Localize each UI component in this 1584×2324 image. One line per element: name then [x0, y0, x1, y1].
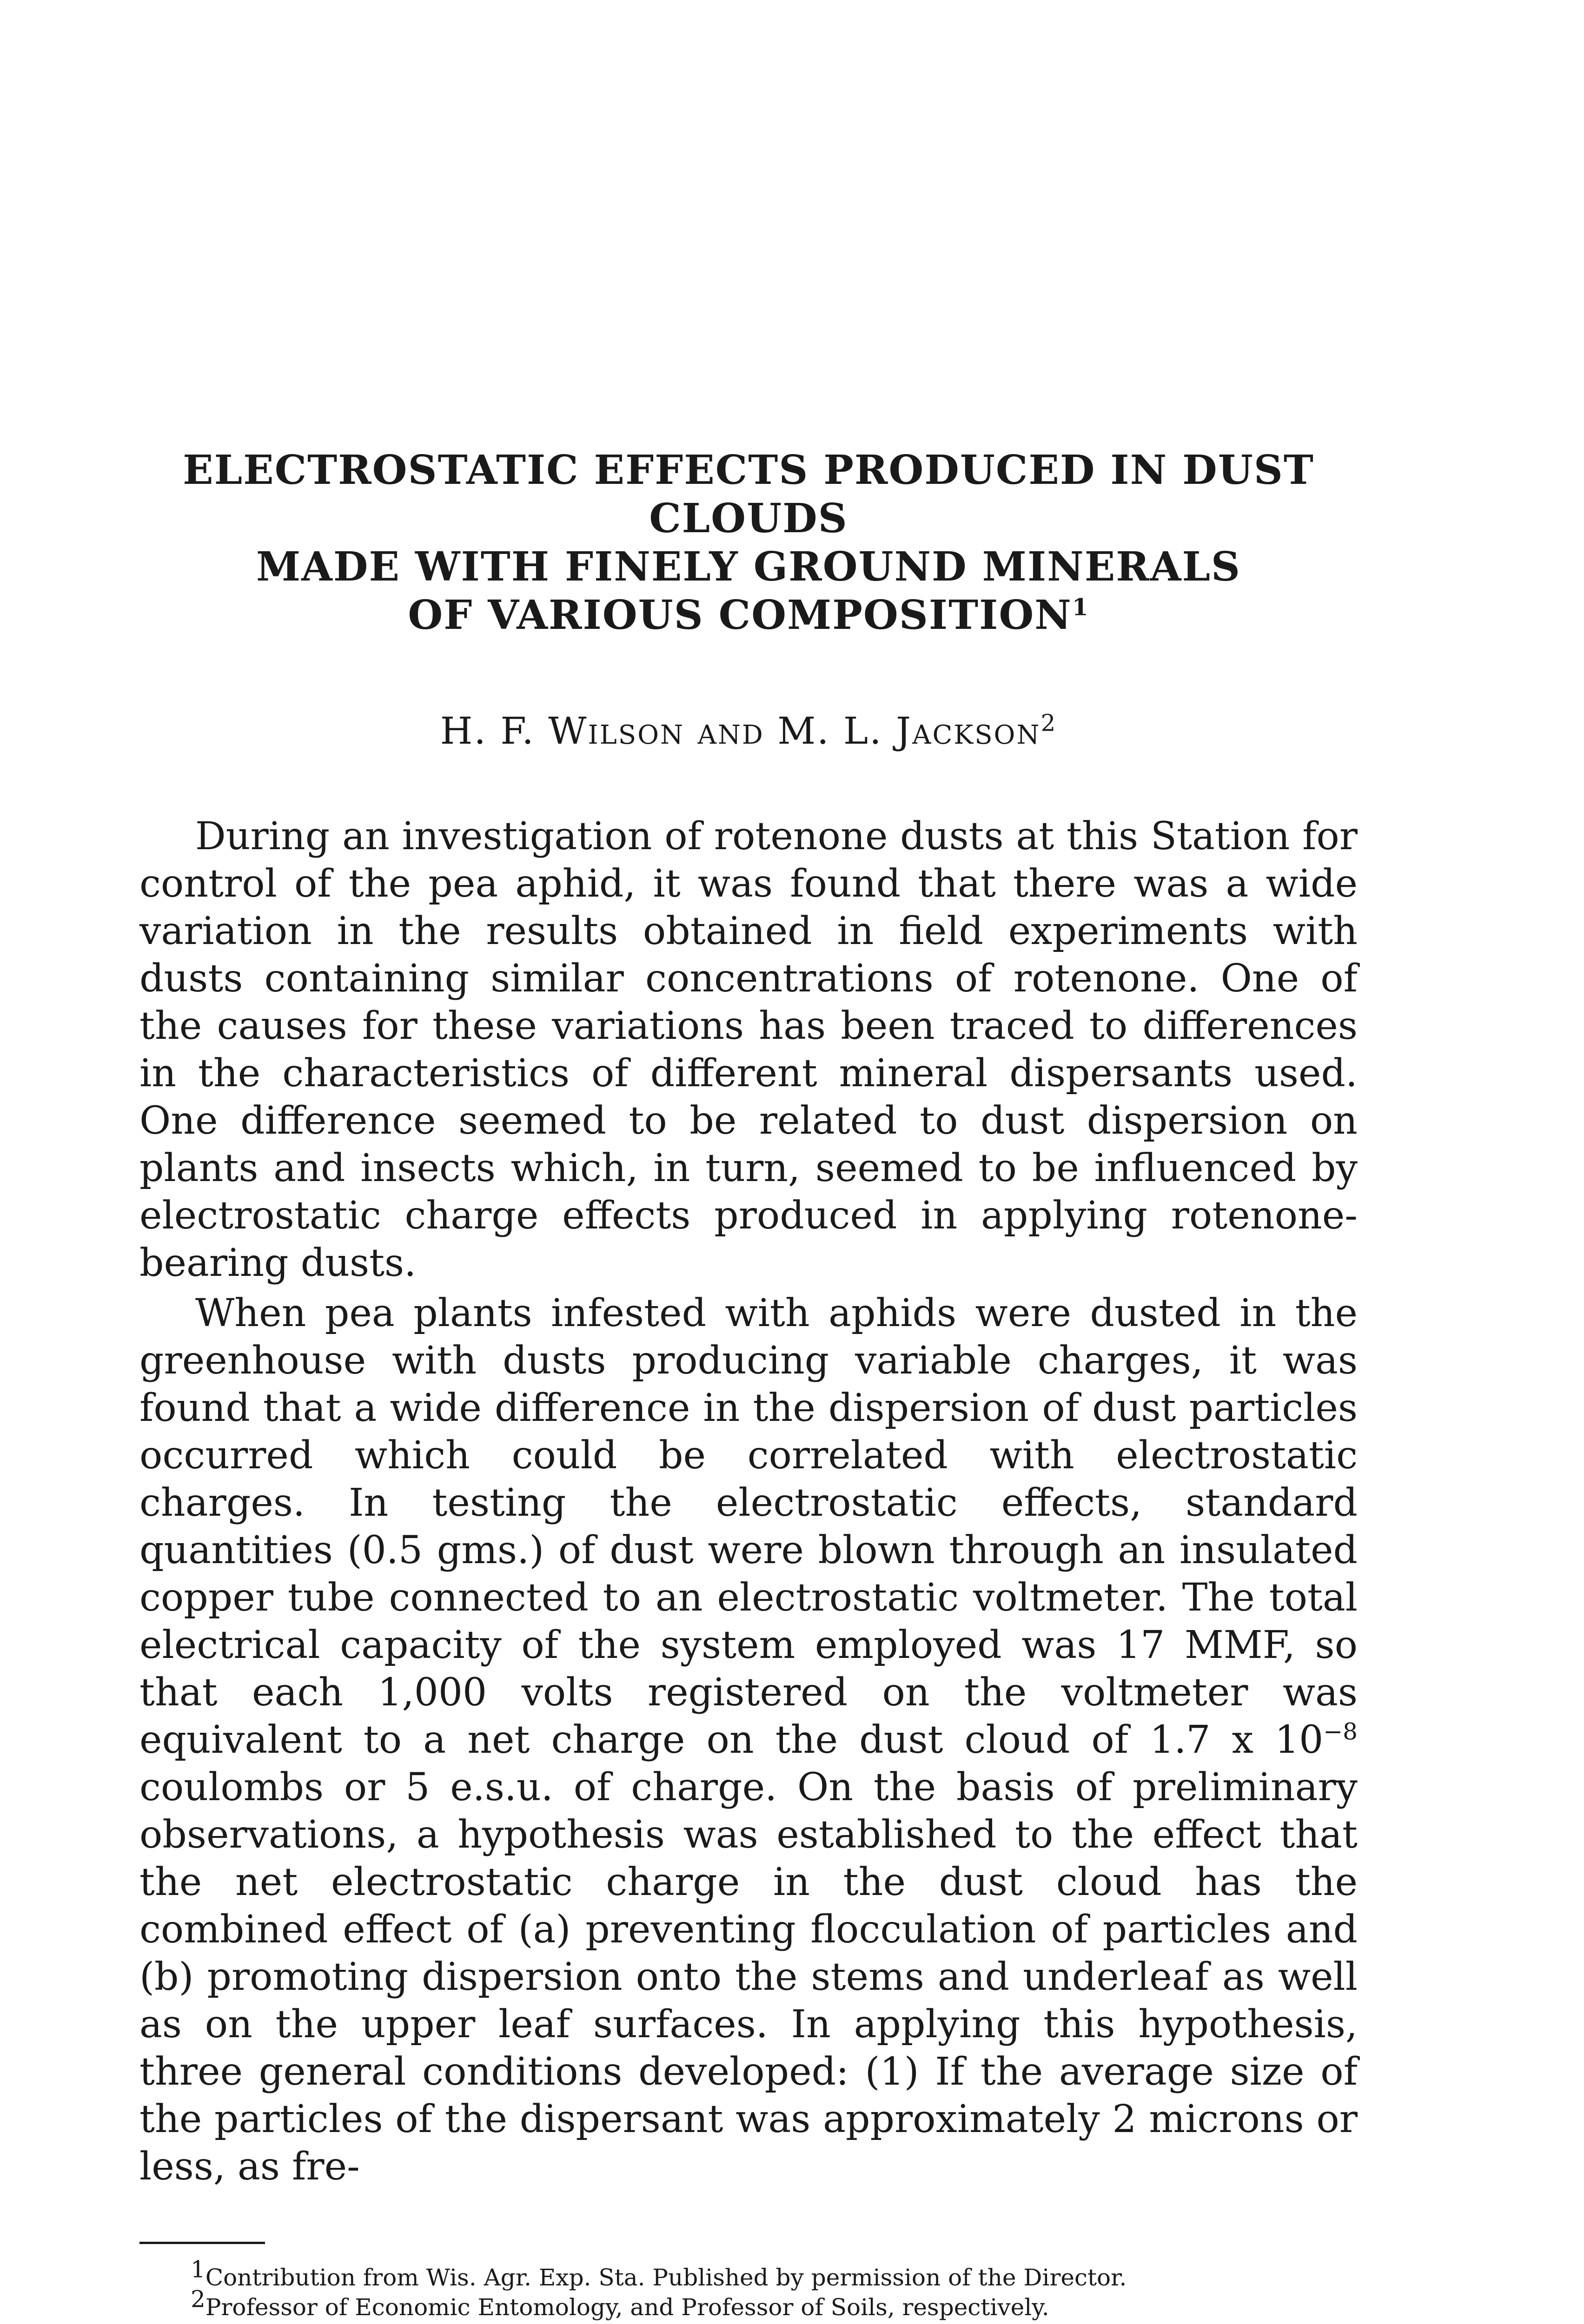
footnote-2-mark: 2 — [191, 2285, 205, 2313]
title-line-1: ELECTROSTATIC EFFECTS PRODUCED IN DUST CLOUDS — [183, 447, 1314, 542]
footnote-1 — [139, 2256, 1358, 2292]
footnote-2-text: Professor of Economic Entomology, and Professor of Soils, respectively. — [205, 2294, 1049, 2321]
acknowledgments — [139, 2322, 1358, 2324]
paragraph-2 — [139, 1290, 1358, 2191]
title-line-2: MADE WITH FINELY GROUND MINERALS — [256, 543, 1241, 590]
title-line-3 — [139, 591, 1358, 640]
paragraph-2-part-a: When pea plants infested with aphids were dusted in the greenhouse with dusts producing variable charges, it was found that a wide difference in the dispersion of dust particles occurred which could be correlated with electrostatic charges. In testing the electrostatic effects, standard quantities (0.5 gms.) of dust were blown through an insulated copper tube connected to an electrostatic voltmeter. The total electrical capacity of the system employed was 17 MMF, so that each 1,000 volts registered on the voltmeter was equivalent to a net charge on the dust cloud of 1.7 x 10 — [139, 1291, 1358, 1762]
footnote-2 — [139, 2285, 1358, 2322]
footnote-1-text: Contribution from Wis. Agr. Exp. Sta. Published by permission of the Director. — [205, 2264, 1127, 2291]
footnotes — [139, 2256, 1358, 2324]
paragraph-2-part-b: coulombs or 5 e.s.u. of charge. On the basis of preliminary observations, a hypothesis was established to the effect that the net electrostatic charge in the dust cloud has the combined effect of (a) preventing flocculation of particles and (b) promoting dispersion onto the stems and underleaf as well as on the upper leaf surfaces. In applying this hypothesis, three general conditions developed: (1) If the average size of the particles of the dispersant was approximately 2 microns or less, as fre- — [139, 1765, 1358, 2189]
paragraph-1: During an investigation of rotenone dusts at this Station for control of the pea aphid, it was found that there was a wide variation in the results obtained in field experiments with dusts containing similar concentrations of rotenone. One of the causes for these variations has been traced to differences in the characteristics of different mineral dispersants used. One difference seemed to be related to dust dispersion on plants and insects which, in turn, seemed to be influenced by electrostatic charge effects produced in applying rotenone-bearing dusts. — [139, 814, 1358, 1285]
title-line-3-text: OF VARIOUS COMPOSITION — [408, 592, 1072, 639]
title-footnote-mark: 1 — [1072, 593, 1089, 621]
author-footnote-mark: 2 — [1041, 709, 1057, 737]
footnote-1-mark: 1 — [191, 2256, 205, 2283]
footnote-rule — [139, 2242, 265, 2244]
author-names: H. F. Wilson and M. L. Jackson — [440, 709, 1041, 753]
article-title — [139, 446, 1358, 640]
exponent: −8 — [1323, 1718, 1358, 1745]
authors — [139, 709, 1358, 753]
page — [139, 446, 1358, 2324]
article-body — [139, 813, 1358, 2191]
